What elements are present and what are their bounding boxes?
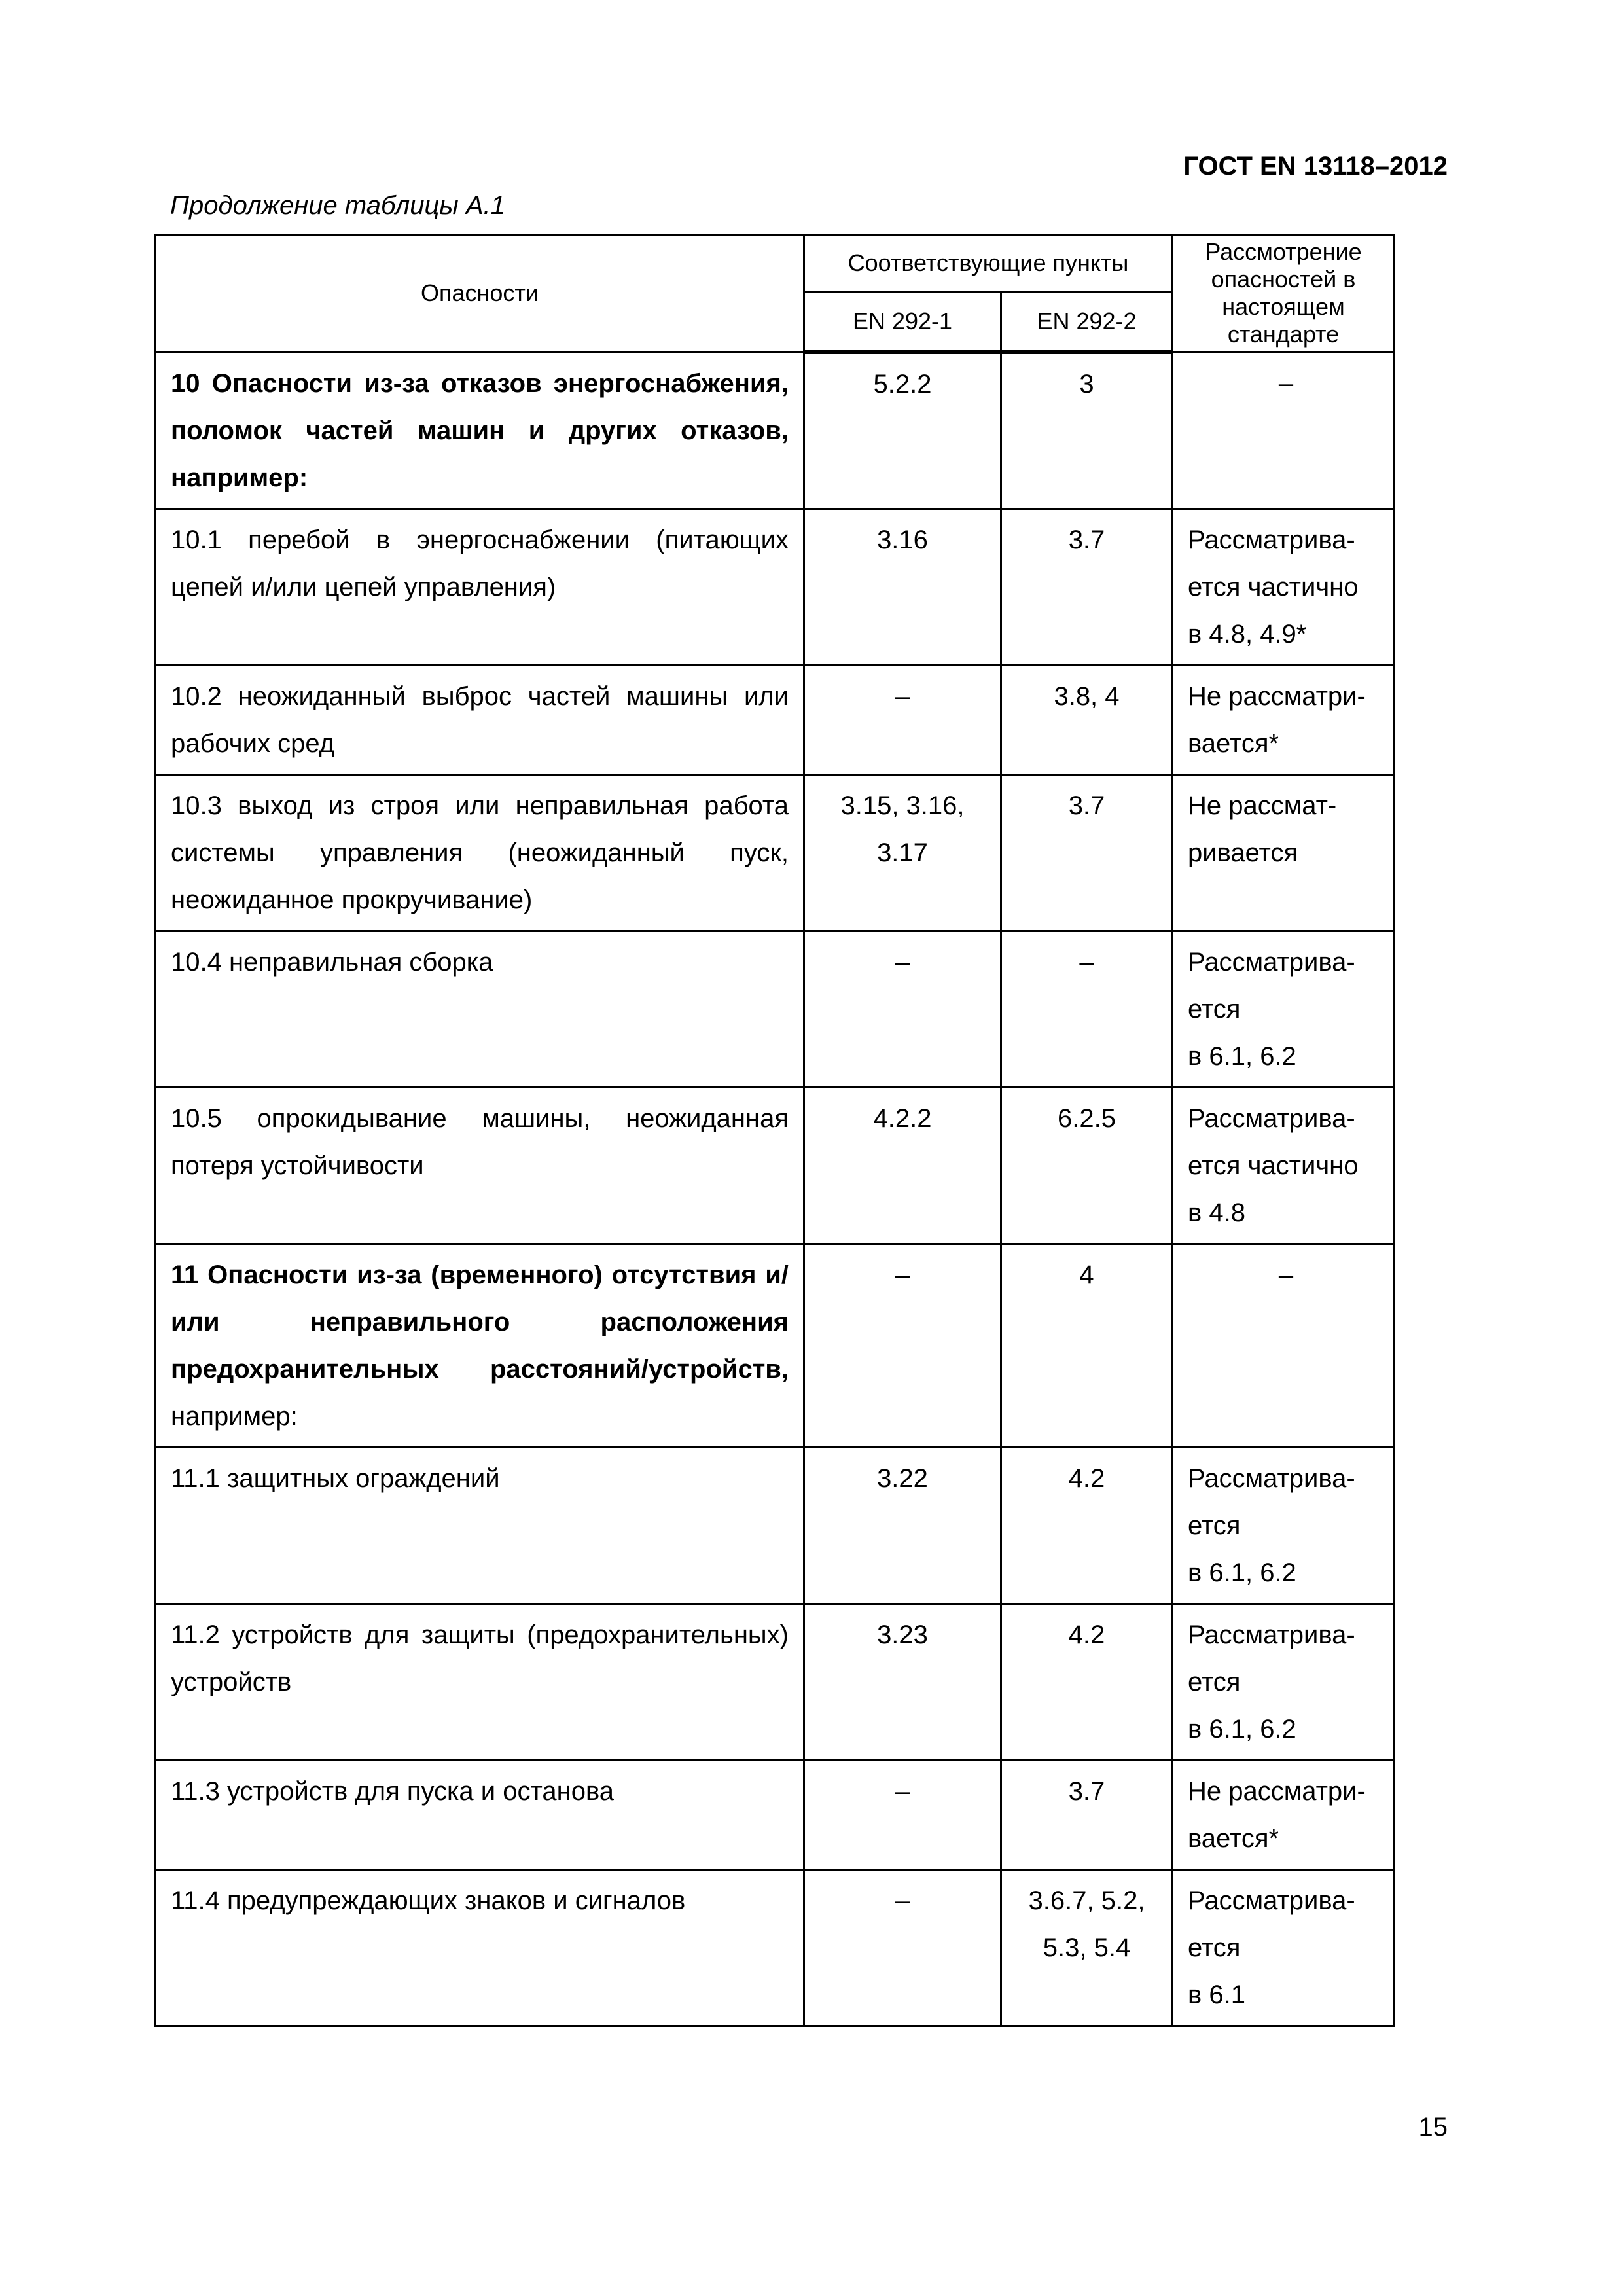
consideration-cell: Не рассмат- ривается [1173,774,1395,931]
consideration-cell: – [1173,352,1395,509]
en292-2-cell: 6.2.5 [1001,1087,1173,1244]
consideration-cell: Рассматрива- ется в 6.1, 6.2 [1173,931,1395,1087]
consideration-cell: Не рассматри- вается* [1173,665,1395,774]
en292-2-cell: 3.6.7, 5.2, 5.3, 5.4 [1001,1869,1173,2026]
en292-2-cell: 3 [1001,352,1173,509]
table-row [156,1869,1395,2026]
en292-1-cell: 3.22 [804,1447,1001,1604]
table-continuation-label: Продолжение таблицы А.1 [170,191,505,220]
en292-1-cell: – [804,1869,1001,2026]
en292-1-cell: – [804,1760,1001,1869]
table-row [156,665,1395,774]
hazards-table [154,234,1395,2027]
consideration-cell: Не рассматри- вается* [1173,1760,1395,1869]
hazard-group-title: 11 Опасности из-за (временного) отсутствия и/или неправильного расположения предохранительных расстояний/устройств, [171,1260,789,1384]
page-number: 15 [1418,2113,1448,2142]
hazard-cell: 11.3 устройств для пуска и останова [156,1760,804,1869]
en292-2-cell: 3.7 [1001,774,1173,931]
table-row [156,509,1395,665]
hazard-cell: 11.1 защитных ограждений [156,1447,804,1604]
en292-2-cell: 3.8, 4 [1001,665,1173,774]
table-row [156,1447,1395,1604]
en292-2-cell: 4.2 [1001,1604,1173,1760]
en292-1-cell: – [804,1244,1001,1447]
consideration-cell: – [1173,1244,1395,1447]
header-clauses: Соответствующие пункты [804,235,1173,292]
en292-1-cell: – [804,931,1001,1087]
hazard-group-tail: например: [171,1401,298,1431]
en292-2-cell: 4 [1001,1244,1173,1447]
en292-2-cell: 3.7 [1001,509,1173,665]
header-hazards: Опасности [156,235,804,353]
en292-2-cell: 4.2 [1001,1447,1173,1604]
table-row [156,774,1395,931]
hazard-cell: 10.2 неожиданный выброс частей машины или рабочих сред [156,665,804,774]
table-row [156,352,1395,509]
hazard-cell: 10.5 опрокидывание машины, неожиданная потеря устойчивости [156,1087,804,1244]
en292-1-cell: 3.23 [804,1604,1001,1760]
en292-1-cell: 5.2.2 [804,352,1001,509]
consideration-cell: Рассматрива- ется частично в 4.8 [1173,1087,1395,1244]
table-row [156,1604,1395,1760]
consideration-cell: Рассматрива- ется в 6.1, 6.2 [1173,1447,1395,1604]
hazard-cell [156,1244,804,1447]
hazard-cell: 10 Опасности из-за отказов энергоснабжения, поломок частей машин и других отказов, например: [156,352,804,509]
en292-2-cell: 3.7 [1001,1760,1173,1869]
consideration-cell: Рассматрива- ется в 6.1, 6.2 [1173,1604,1395,1760]
standard-code: ГОСТ EN 13118–2012 [1183,152,1448,181]
en292-1-cell: 3.15, 3.16, 3.17 [804,774,1001,931]
hazard-cell: 11.2 устройств для защиты (предохранительных) устройств [156,1604,804,1760]
header-en292-2: EN 292-2 [1001,292,1173,353]
consideration-cell: Рассматрива- ется частично в 4.8, 4.9* [1173,509,1395,665]
hazard-cell: 10.3 выход из строя или неправильная работа системы управления (неожиданный пуск, неожиданное прокручивание) [156,774,804,931]
header-en292-1: EN 292-1 [804,292,1001,353]
en292-1-cell: – [804,665,1001,774]
table-row [156,1760,1395,1869]
hazard-cell: 11.4 предупреждающих знаков и сигналов [156,1869,804,2026]
header-consideration: Рассмотрение опасностей в настоящем стандарте [1173,235,1395,353]
en292-2-cell: – [1001,931,1173,1087]
consideration-cell: Рассматрива- ется в 6.1 [1173,1869,1395,2026]
en292-1-cell: 4.2.2 [804,1087,1001,1244]
table-row [156,1244,1395,1447]
hazard-cell: 10.4 неправильная сборка [156,931,804,1087]
en292-1-cell: 3.16 [804,509,1001,665]
hazard-cell: 10.1 перебой в энергоснабжении (питающих цепей и/или цепей управления) [156,509,804,665]
table-row [156,931,1395,1087]
table-row [156,1087,1395,1244]
